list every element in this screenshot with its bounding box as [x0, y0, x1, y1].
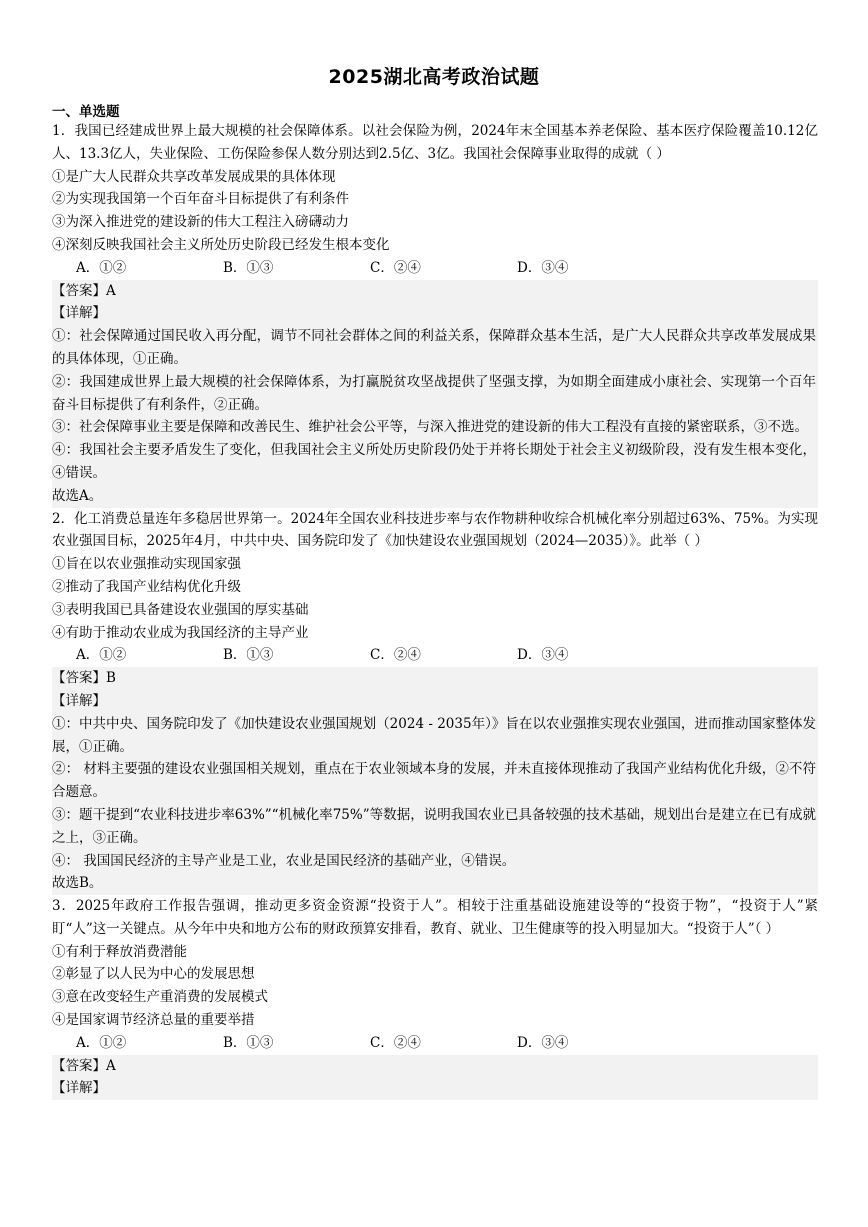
statement-item: ③为深入推进党的建设新的伟大工程注入磅礴动力	[52, 214, 349, 231]
statement-item: ③意在改变轻生产重消费的发展模式	[52, 989, 268, 1006]
statement-item: ④有助于推动农业成为我国经济的主导产业	[52, 624, 309, 641]
explanation-item: ②： 材料主要强的建设农业强国相关规划，重点在于农业领域本身的发展，并未直接体现推动了我国产业结构优化升级，②不符合题意。	[52, 761, 816, 801]
choice-a: A．①②	[76, 647, 127, 664]
question-2	[52, 508, 818, 896]
statement-item: ④是国家调节经济总量的重要举措	[52, 1012, 255, 1029]
choice-b: B．①③	[223, 259, 274, 276]
section-heading: 一、单选题	[52, 104, 120, 120]
explanation-item: ①：社会保障通过国民收入再分配，调节不同社会群体之间的利益关系，保障群众基本生活，是广大人民群众共享改革发展成果的具体体现，①正确。	[52, 328, 816, 367]
statement-item: ①是广大人民群众共享改革发展成果的具体体现	[52, 168, 336, 185]
question-3	[52, 895, 818, 1100]
explanation-item: ②：我国建成世界上最大规模的社会保障体系，为打赢脱贫攻坚战提供了坚强支撑，为如期全面建成小康社会、实现第一个百年奋斗目标提供了有利条件，②正确。	[52, 373, 816, 413]
conclusion: 故选A。	[52, 487, 103, 504]
statement-item: ②推动了我国产业结构优化升级	[52, 578, 241, 595]
choice-row	[52, 257, 818, 280]
answer-block	[52, 280, 818, 508]
choice-d: D．③④	[517, 1034, 569, 1051]
statement-item: ④深刻反映我国社会主义所处历史阶段已经发生根本变化	[52, 236, 390, 253]
answer-label: 【答案】A	[52, 1057, 116, 1074]
explanation-item: ③：题干提到“农业科技进步率63%”“机械化率75%”等数据，说明我国农业已具备较强的技术基础，规划出台是建立在已有成就之上，③正确。	[52, 806, 816, 846]
choice-d: D．③④	[517, 647, 569, 664]
choice-b: B．①③	[223, 1034, 274, 1051]
page-title: 2025湖北高考政治试题	[328, 66, 540, 88]
explanation-item: ③：社会保障事业主要是保障和改善民生、维护社会公平等，与深入推进党的建设新的伟大工程没有直接的紧密联系，③不选。	[52, 419, 808, 436]
answer-label: 【答案】A	[52, 282, 116, 299]
choice-c: C．②④	[370, 1034, 421, 1051]
explanation-item: ④：我国社会主要矛盾发生了变化，但我国社会主义所处历史阶段仍处于并将长期处于社会主义初级阶段，没有发生根本变化，④错误。	[52, 442, 816, 481]
statement-item: ②彰显了以人民为中心的发展思想	[52, 966, 255, 983]
question-list	[52, 120, 818, 1100]
answer-block	[52, 667, 818, 895]
statement-item: ③表明我国已具备建设农业强国的厚实基础	[52, 601, 309, 618]
detail-label: 【详解】	[52, 1080, 106, 1097]
detail-label: 【详解】	[52, 692, 106, 709]
choice-a: A．①②	[76, 1034, 127, 1051]
detail-label: 【详解】	[52, 305, 106, 322]
statement-item: ①旨在以农业强推动实现国家强	[52, 556, 241, 573]
question-stem: 1．我国已经建成世界上最大规模的社会保障体系。以社会保险为例，2024年末全国基本养老保险、基本医疗保险覆盖10.12亿人、13.3亿人，失业保险、工伤保险参保人数分别达到2.5亿、3亿。我国社会保障事业取得的成就（ ）	[52, 123, 818, 162]
statement-item: ②为实现我国第一个百年奋斗目标提供了有利条件	[52, 191, 349, 208]
answer-block	[52, 1055, 818, 1101]
statement-item: ①有利于释放消费潜能	[52, 943, 187, 960]
answer-label: 【答案】B	[52, 670, 116, 687]
explanation-item: ④： 我国国民经济的主导产业是工业，农业是国民经济的基础产业，④错误。	[52, 852, 516, 869]
choice-c: C．②④	[370, 259, 421, 276]
choice-d: D．③④	[517, 259, 569, 276]
question-stem: 2．化工消费总量连年多稳居世界第一。2024年全国农业科技进步率与农作物耕种收综合机械化率分别超过63%、75%。为实现农业强国目标，2025年4月，中共中央、国务院印发了《加快建设农业强国规划（2024—2035）》。此举（ ）	[52, 510, 818, 550]
explanation-item: ①：中共中央、国务院印发了《加快建设农业强国规划（2024 - 2035年）》旨在以农业强推实现农业强国，进而推动国家整体发展，①正确。	[52, 715, 816, 755]
choice-b: B．①③	[223, 647, 274, 664]
choice-row	[52, 644, 818, 667]
choice-c: C．②④	[370, 647, 421, 664]
question-1	[52, 120, 818, 508]
question-stem: 3．2025年政府工作报告强调，推动更多资金资源“投资于人”。相较于注重基础设施建设等的“投资于物”，“投资于人”紧盯“人”这一关键点。从今年中央和地方公布的财政预算安排看，教育、就业、卫生健康等的投入明显加大。“投资于人”（ ）	[52, 898, 818, 937]
conclusion: 故选B。	[52, 875, 103, 892]
choice-a: A．①②	[76, 259, 127, 276]
choice-row	[52, 1032, 818, 1055]
